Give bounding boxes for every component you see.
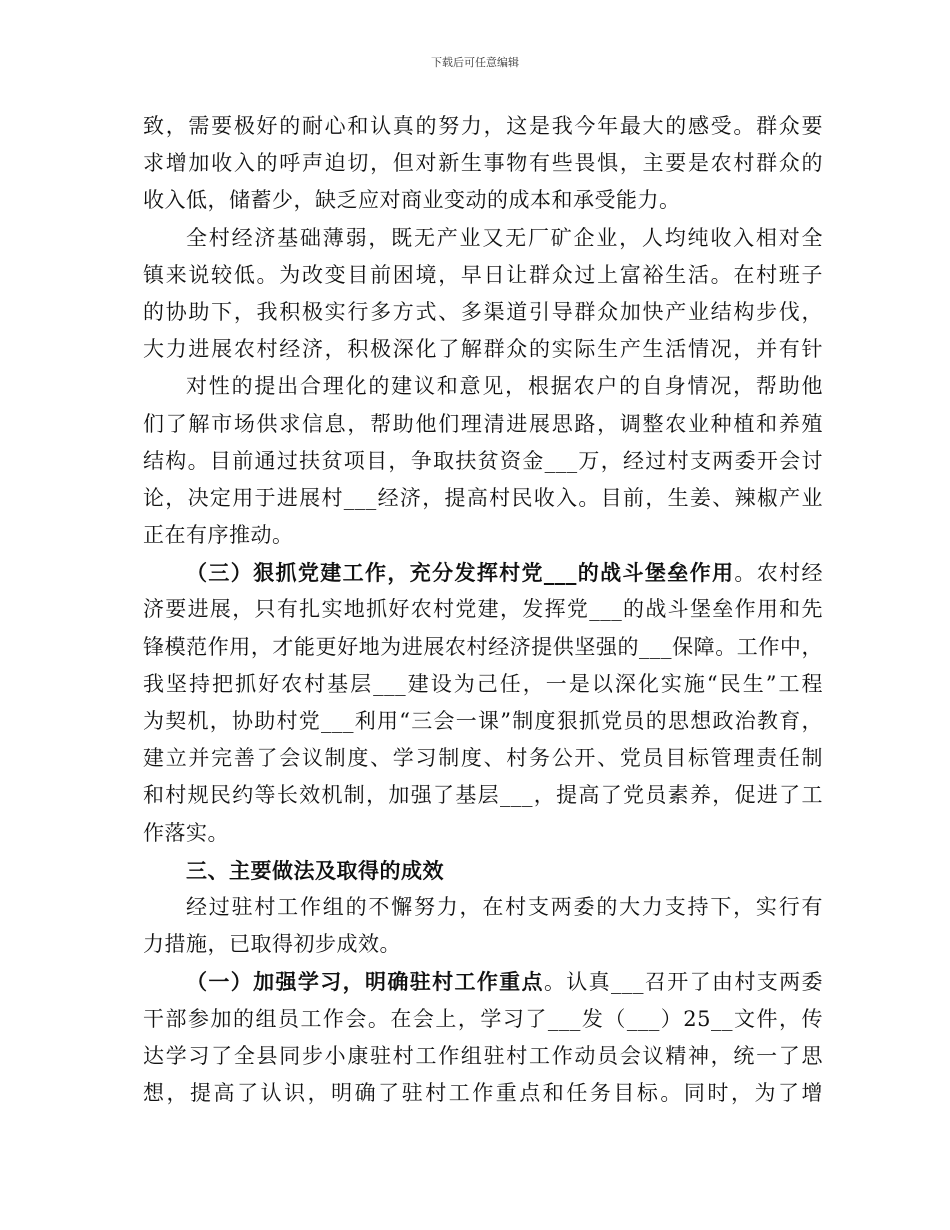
text-line [143, 777, 823, 814]
line-text: 。认真___召开了由村支两委 [543, 970, 824, 995]
line-text: 收入低，储蓄少，缺乏应对商业变动的成本和承受能力。 [143, 188, 681, 213]
text-line [143, 926, 823, 963]
line-text: 致，需要极好的耐心和认真的努力，这是我今年最大的感受。群众要 [143, 114, 823, 138]
text-line [143, 108, 823, 145]
line-text: 全村经济基础薄弱，既无产业又无厂矿企业，人均纯收入相对全 [186, 225, 823, 250]
line-text: 想，提高了认识，明确了驻村工作重点和任务目标。同时，为了增 [143, 1080, 823, 1105]
text-line [143, 740, 823, 777]
text-line [143, 368, 823, 405]
text-line [143, 517, 823, 554]
text-line [143, 145, 823, 182]
line-text: 和村规民约等长效机制，加强了基层___，提高了党员素养，促进了工 [143, 783, 823, 808]
text-line [143, 963, 823, 1000]
line-text: 建立并完善了会议制度、学习制度、村务公开、党员目标管理责任制 [143, 746, 823, 771]
line-text: 结构。目前通过扶贫项目，争取扶贫资金___万，经过村支两委开会讨 [143, 448, 823, 473]
bold-heading-text: （三）狠抓党建工作，充分发挥村党___的战斗堡垒作用 [186, 560, 735, 586]
line-text: 正在有序推动。 [143, 523, 294, 548]
text-line [143, 666, 823, 703]
line-text: 求增加收入的呼声迫切，但对新生事物有些畏惧，主要是农村群众的 [143, 151, 823, 176]
line-text: 们了解市场供求信息，帮助他们理清进展思路，调整农业种植和养殖 [143, 411, 823, 436]
text-line [143, 554, 823, 591]
text-line [143, 220, 823, 257]
bold-heading-text: （一）加强学习，明确驻村工作重点 [186, 969, 544, 995]
line-text: 。农村经 [734, 561, 824, 586]
line-text: 对性的提出合理化的建议和意见，根据农户的自身情况，帮助他 [186, 374, 823, 399]
line-text: 经过驻村工作组的不懈努力，在村支两委的大力支持下，实行有 [186, 894, 823, 919]
line-text: 我坚持把抓好农村基层___建设为己任，一是以深化实施“民生”工程 [143, 671, 823, 696]
line-text: 干部参加的组员工作会。在会上，学习了___发（___）25__文件，传 [143, 1006, 823, 1031]
line-text: 为契机，协助村党___利用“三会一课”制度狠抓党员的思想政治教育， [143, 709, 823, 733]
text-line [143, 182, 823, 219]
text-line [143, 294, 823, 331]
text-line [143, 406, 823, 443]
text-line [143, 815, 823, 852]
text-line [143, 443, 823, 480]
line-text: 达学习了全县同步小康驻村工作组驻村工作动员会议精神，统一了思 [143, 1043, 823, 1068]
line-text: 镇来说较低。为改变目前困境，早日让群众过上富裕生活。在村班子 [143, 262, 823, 287]
text-line [143, 480, 823, 517]
text-line [143, 1001, 823, 1038]
line-text: 济要进展，只有扎实地抓好农村党建，发挥党___的战斗堡垒作用和先 [143, 597, 823, 622]
text-line [143, 852, 823, 889]
text-line [143, 591, 823, 628]
bold-heading-text: 三、主要做法及取得的成效 [186, 857, 444, 883]
text-line [143, 257, 823, 294]
line-text: 论，决定用于进展村___经济，提高村民收入。目前，生姜、辣椒产业 [143, 485, 823, 510]
line-text: 大力进展农村经济，积极深化了解群众的实际生产生活情况，并有针 [143, 337, 823, 362]
text-line [143, 1038, 823, 1075]
line-text: 力措施，已取得初步成效。 [143, 932, 401, 957]
text-line [143, 629, 823, 666]
page-header-note: 下载后可任意编辑 [431, 56, 519, 69]
text-line [143, 331, 823, 368]
line-text: 锋模范作用，才能更好地为进展农村经济提供坚强的___保障。工作中， [143, 634, 823, 659]
document-body [143, 108, 823, 1112]
text-line [143, 889, 823, 926]
text-line [143, 1075, 823, 1112]
text-line [143, 703, 823, 740]
line-text: 的协助下，我积极实行多方式、多渠道引导群众加快产业结构步伐， [143, 299, 823, 324]
line-text: 作落实。 [143, 820, 229, 845]
